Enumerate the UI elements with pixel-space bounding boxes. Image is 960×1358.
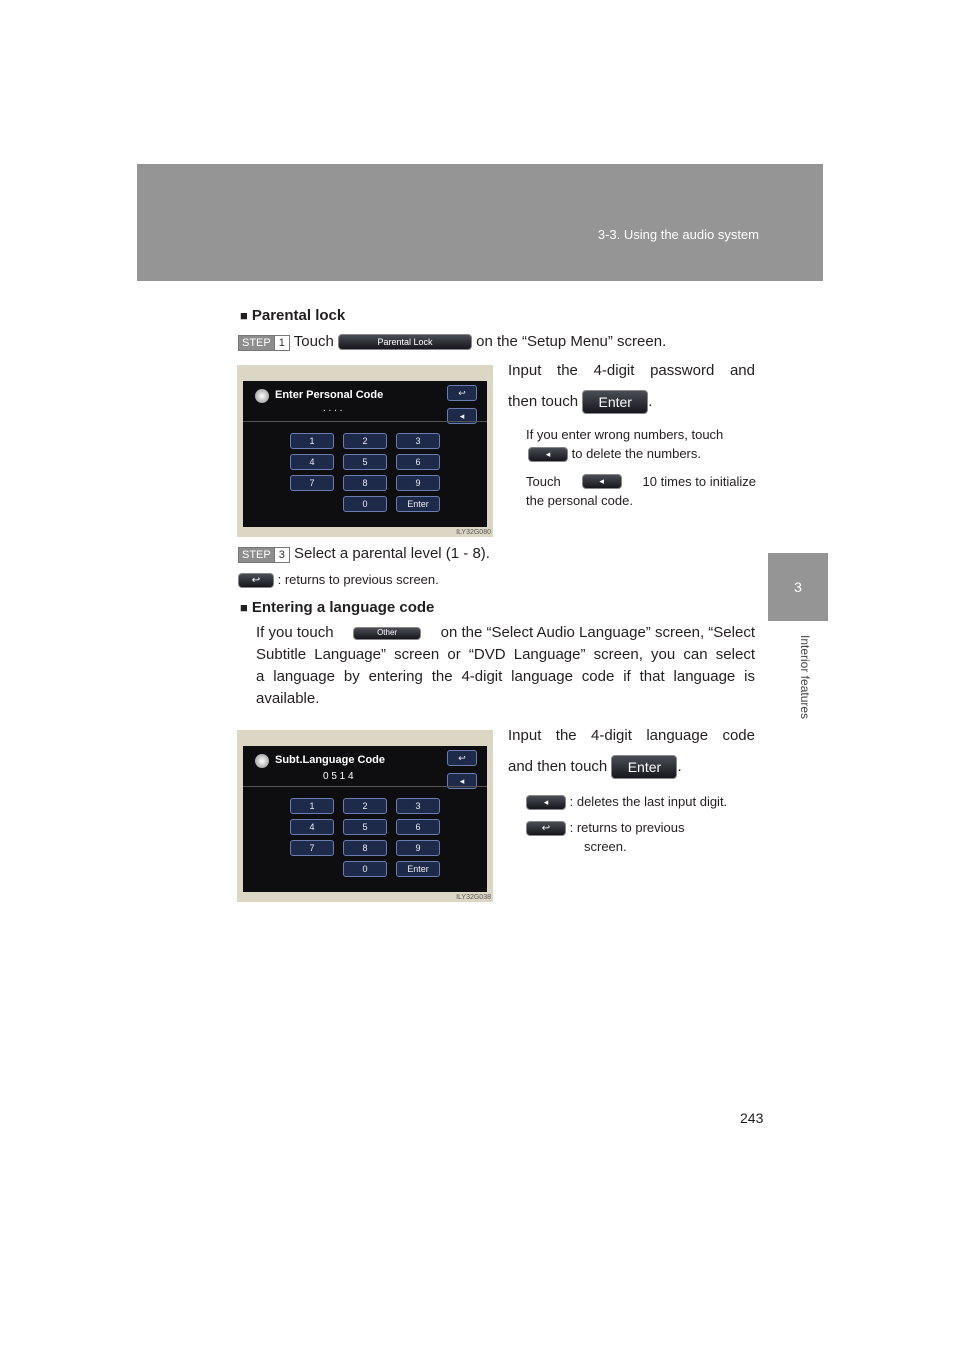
divider xyxy=(243,786,487,787)
parental-lock-button[interactable]: Parental Lock xyxy=(338,334,472,350)
screen-title: Subt.Language Code xyxy=(275,754,385,766)
key-7[interactable]: 7 xyxy=(290,840,334,856)
delete-button[interactable]: ◂ xyxy=(528,447,568,462)
key-8[interactable]: 8 xyxy=(343,475,387,491)
return-note-2: ↩ : returns to previous screen. xyxy=(526,818,756,856)
key-9[interactable]: 9 xyxy=(396,840,440,856)
step3-row: STEP 3 Select a parental level (1 - 8). xyxy=(238,543,490,565)
key-7[interactable]: 7 xyxy=(290,475,334,491)
key-6[interactable]: 6 xyxy=(396,454,440,470)
key-3[interactable]: 3 xyxy=(396,433,440,449)
image-code: ILY32G080 xyxy=(456,529,491,536)
disc-icon xyxy=(255,389,269,403)
note-initialize: Touch ◂ 10 times to initialize the personal code. xyxy=(526,474,756,508)
other-button[interactable]: Other xyxy=(353,627,421,640)
screen-display-2 xyxy=(243,746,487,892)
key-9[interactable]: 9 xyxy=(396,475,440,491)
language-paragraph: If you touch Other on the “Select Audio Language” screen, “Select Subtitle Language” screen or “DVD Language” screen, you can select a language by entering the 4-digit language code if that language is available. xyxy=(256,624,755,707)
delete-key[interactable]: ◂ xyxy=(447,773,477,789)
delete-button-2[interactable]: ◂ xyxy=(582,474,622,489)
key-1[interactable]: 1 xyxy=(290,798,334,814)
key-enter[interactable]: Enter xyxy=(396,496,440,512)
key-8[interactable]: 8 xyxy=(343,840,387,856)
step2-line1: Input the 4-digit password and xyxy=(508,362,755,379)
page-number: 243 xyxy=(740,1110,764,1126)
screen-title: Enter Personal Code xyxy=(275,389,384,401)
code-display: 0 5 1 4 xyxy=(323,771,354,782)
key-2[interactable]: 2 xyxy=(343,798,387,814)
disc-icon xyxy=(255,754,269,768)
key-6[interactable]: 6 xyxy=(396,819,440,835)
screenshot-personal-code xyxy=(237,365,493,537)
key-3[interactable]: 3 xyxy=(396,798,440,814)
divider xyxy=(243,421,487,422)
key-4[interactable]: 4 xyxy=(290,819,334,835)
note-wrong-numbers: If you enter wrong numbers, touch ◂ to delete the numbers. xyxy=(526,427,724,461)
key-0[interactable]: 0 xyxy=(343,861,387,877)
key-5[interactable]: 5 xyxy=(343,819,387,835)
step1-row: STEP 1 Touch Parental Lock on the “Setup Menu” screen. xyxy=(238,331,666,353)
back-button[interactable]: ↩ xyxy=(238,573,274,588)
key-4[interactable]: 4 xyxy=(290,454,334,470)
return-note: ↩ : returns to previous screen. xyxy=(238,570,439,589)
chapter-tab: 3 xyxy=(768,553,828,621)
step2-line2: then touch Enter . xyxy=(508,390,652,414)
key-1[interactable]: 1 xyxy=(290,433,334,449)
code-display: . . . . xyxy=(323,403,343,414)
back-key[interactable]: ↩ xyxy=(447,750,477,766)
chapter-label: Interior features xyxy=(798,635,812,720)
image-code: ILY32G038 xyxy=(456,894,491,901)
key-0[interactable]: 0 xyxy=(343,496,387,512)
back-button-2[interactable]: ↩ xyxy=(526,821,566,836)
step1-badge: STEP 1 xyxy=(238,335,290,351)
input-line1: Input the 4-digit language code xyxy=(508,727,755,744)
back-key[interactable]: ↩ xyxy=(447,385,477,401)
screen-display xyxy=(243,381,487,527)
key-enter[interactable]: Enter xyxy=(396,861,440,877)
key-5[interactable]: 5 xyxy=(343,454,387,470)
delete-note: ◂ : deletes the last input digit. xyxy=(526,792,727,811)
header-band xyxy=(137,164,823,281)
key-2[interactable]: 2 xyxy=(343,433,387,449)
enter-button[interactable]: Enter xyxy=(582,390,648,414)
screenshot-language-code xyxy=(237,730,493,902)
delete-button-3[interactable]: ◂ xyxy=(526,795,566,810)
step3-badge: STEP 3 xyxy=(238,547,290,563)
section-title: 3-3. Using the audio system xyxy=(597,227,759,242)
input-line2: and then touch Enter . xyxy=(508,755,682,779)
parental-heading: ■ Parental lock xyxy=(240,307,346,324)
language-heading: ■ Entering a language code xyxy=(240,599,435,616)
enter-button-2[interactable]: Enter xyxy=(611,755,677,779)
delete-key[interactable]: ◂ xyxy=(447,408,477,424)
